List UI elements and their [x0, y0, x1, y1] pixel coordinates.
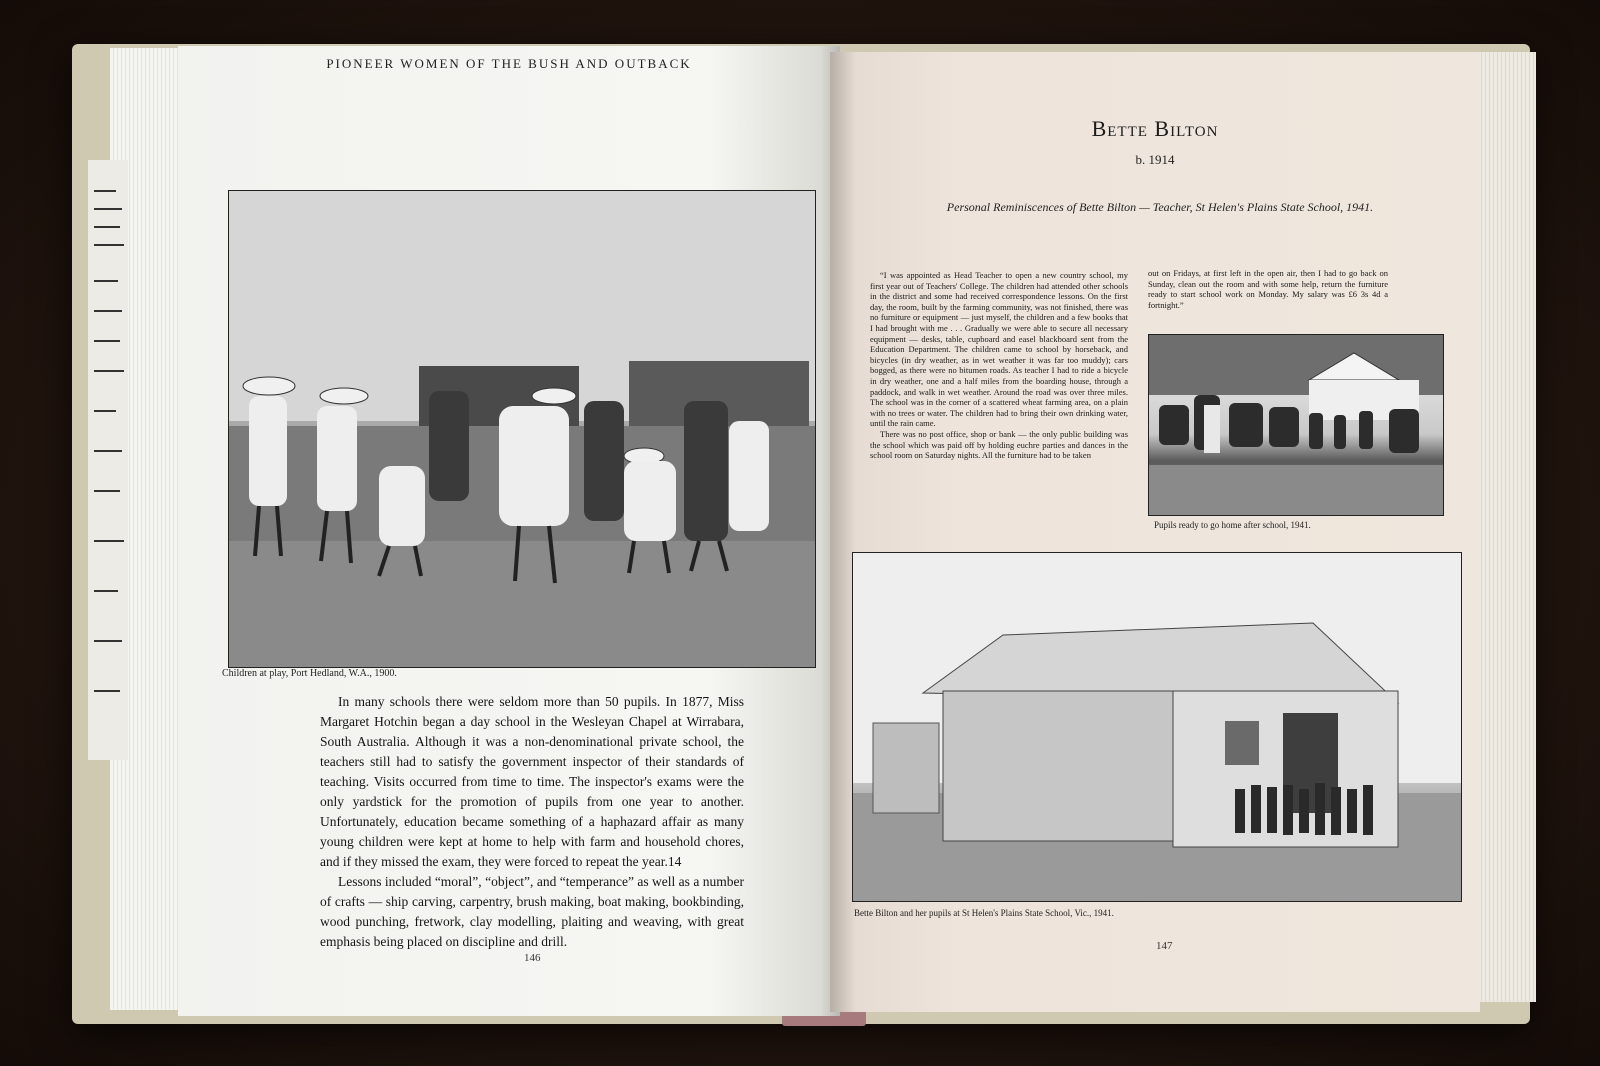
body-paragraph: Lessons included “moral”, “object”, and “temperance” as well as a number of crafts — ship carving, carpentry, brush making, boat making, bookbinding, wood punching, fretwork, clay modelling, plaiting and weaving, with great emphasis being placed on discipline and drill. [320, 874, 744, 949]
previous-page-edge [88, 160, 128, 760]
left-page [178, 46, 840, 1016]
body-paragraph: In many schools there were seldom more than 50 pupils. In 1877, Miss Margaret Hotchin began a day school in the Wesleyan Chapel at Wirrabara, South Australia. Although it was a non-denominational private school, the teachers still had to satisfy the government inspector of their standards of teaching. Visits occurred from time to time. The inspector's exams were the only yardstick for the promotion of pupils from one year to another. Unfortunately, education became something of a haphazard affair as many young children were kept at home to help with farm and household chores, and if they missed the exam, they were forced to repeat the year.14 [320, 694, 744, 869]
reminiscence-column-right [1148, 268, 1388, 310]
reminiscence-paragraph: out on Fridays, at first left in the open air, then I had to go back on Sunday, clean out the room and with some help, return the furniture ready to start school work on Monday. My salary was £6 3s 4d a fortnight.” [1148, 268, 1388, 310]
pupils-photo-illustration [1149, 335, 1443, 515]
children-at-play-photo [228, 190, 816, 668]
main-photo-caption: Children at play, Port Hedland, W.A., 1900. [222, 668, 397, 679]
right-page [830, 52, 1480, 1012]
school-photo-illustration [853, 553, 1461, 901]
pupils-going-home-photo [1148, 334, 1444, 516]
page-number-right: 147 [1156, 940, 1173, 952]
birth-year: b. 1914 [1135, 152, 1175, 167]
page-number-left: 146 [524, 952, 541, 964]
reminiscence-paragraph: There was no post office, shop or bank — the only public building was the school which was paid off by holding euchre parties and dances in the school room on Saturday nights. All the furniture had to be taken [870, 428, 1128, 461]
chapter-title: Bette Bilton [1091, 116, 1219, 141]
large-photo-caption: Bette Bilton and her pupils at St Helen's Plains State School, Vic., 1941. [854, 908, 1114, 918]
body-text [320, 692, 744, 952]
running-head: PIONEER WOMEN OF THE BUSH AND OUTBACK [326, 56, 692, 71]
chapter-subtitle: Personal Reminiscences of Bette Bilton — Teacher, St Helen's Plains State School, 1941. [946, 200, 1374, 214]
children-photo-illustration [229, 191, 815, 667]
small-photo-caption: Pupils ready to go home after school, 1941. [1154, 520, 1311, 530]
school-building-photo [852, 552, 1462, 902]
reminiscence-column-left [870, 270, 1128, 461]
reminiscence-paragraph: “I was appointed as Head Teacher to open a new country school, my first year out of Teachers' College. The children had attended other schools in the district and some had received correspondence lessons. On the first day, the room, built by the farming community, was not finished, there was no furniture or equipment — just myself, the children and a few books that I had brought with me . . . Gradually we were able to secure all necessary equipment — desks, table, cupboard and easel blackboard sent from the Education Department. The children came to school by horseback, and bicycles (in dry weather, as in wet weather it was far too muddy); cars bogged, as there were no bitumen roads. As teacher I had to ride a bicycle in dry weather, one and a half miles from the boarding house, through a paddock, and walk in wet weather. Around the road was over three miles. The school was in the corner of a scattered wheat farming area, on a plain with no trees or water. The children had to bring their own drinking water, until the rain came. [870, 270, 1128, 429]
